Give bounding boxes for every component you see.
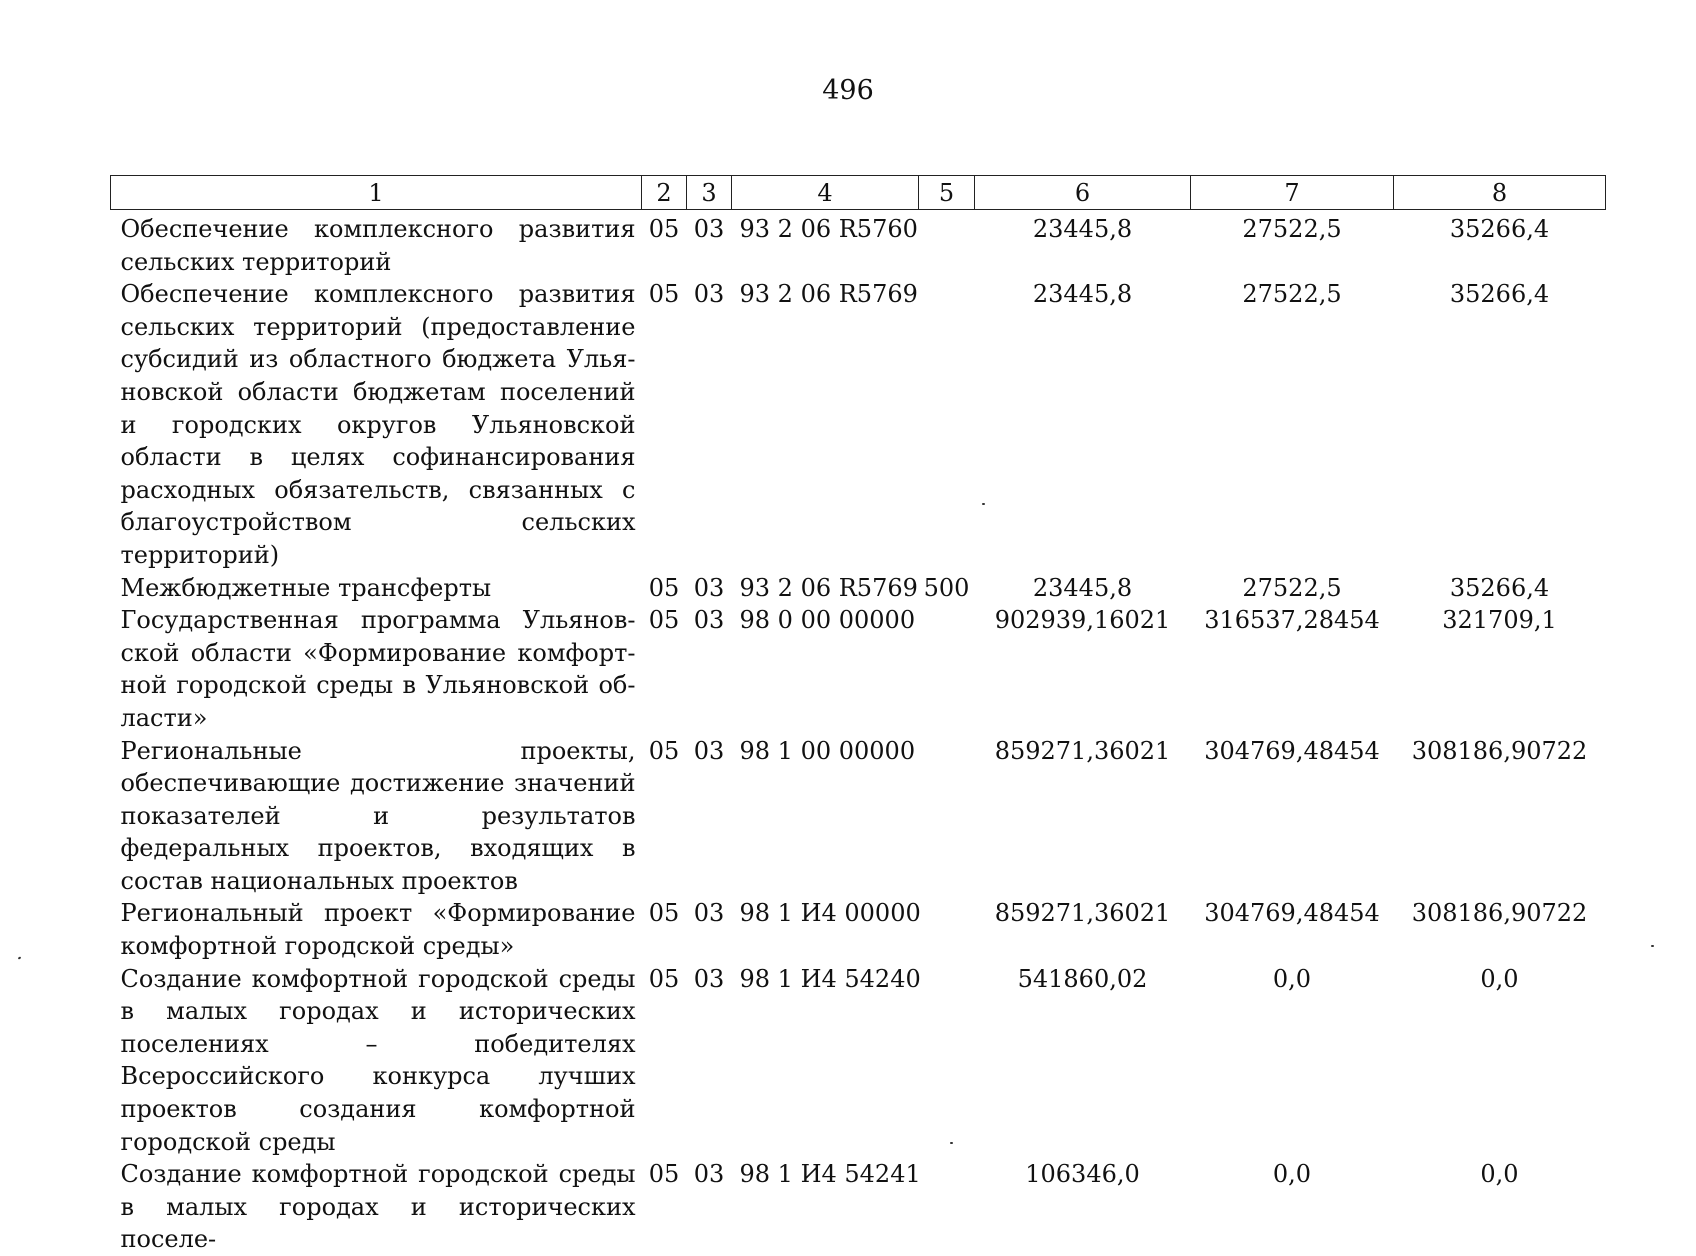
table-row (111, 572, 1606, 605)
row-subsection: 03 (687, 963, 732, 1159)
row-subsection: 03 (687, 897, 732, 962)
row-target-code: 98 1 00 00000 (732, 735, 919, 898)
row-value-7: 304769,48454 (1191, 897, 1394, 962)
row-section: 05 (642, 735, 687, 898)
row-value-8: 308186,90722 (1394, 897, 1606, 962)
row-target-code: 93 2 06 R5760 (732, 210, 919, 279)
row-subsection: 03 (687, 572, 732, 605)
row-value-7: 27522,5 (1191, 210, 1394, 279)
table-body (111, 210, 1606, 1256)
row-value-8: 35266,4 (1394, 210, 1606, 279)
row-value-6: 23445,8 (975, 572, 1191, 605)
row-expense-type: 500 (919, 572, 975, 605)
row-value-7: 27522,5 (1191, 278, 1394, 571)
scan-speck (18, 956, 22, 959)
row-target-code: 93 2 06 R5769 (732, 572, 919, 605)
row-section: 05 (642, 897, 687, 962)
header-col-4: 4 (732, 176, 919, 210)
row-target-code: 98 1 И4 00000 (732, 897, 919, 962)
row-section: 05 (642, 963, 687, 1159)
row-name: Обеспечение комплексного развития сельских территорий (111, 210, 642, 279)
row-name: Государственная программа Ульяновской области «Формирование комфортной городской среды в Ульяновской области» (111, 604, 642, 734)
row-value-7: 0,0 (1191, 1158, 1394, 1256)
row-name: Региональный проект «Формирование комфортной городской среды» (111, 897, 642, 962)
row-subsection: 03 (687, 735, 732, 898)
row-value-6: 902939,16021 (975, 604, 1191, 734)
row-value-8: 0,0 (1394, 963, 1606, 1159)
row-section: 05 (642, 604, 687, 734)
header-col-2: 2 (642, 176, 687, 210)
row-name: Обеспечение комплексного развития сельских территорий (предоставление субсидий из областного бюджета Ульяновской области бюджетам поселений и городских округов Ульяновской области в целях софинансирования расходных обязательств, связанных с благоустройством сельских территорий) (111, 278, 642, 571)
table-row (111, 210, 1606, 279)
row-name: Создание комфортной городской среды в малых городах и исторических поселе- (111, 1158, 642, 1256)
scan-speck (1651, 945, 1654, 947)
header-col-6: 6 (975, 176, 1191, 210)
row-expense-type (919, 897, 975, 962)
table-row (111, 1158, 1606, 1256)
row-name: Создание комфортной городской среды в малых городах и исторических поселениях – победителях Всероссийского конкурса лучших проектов создания комфортной городской среды (111, 963, 642, 1159)
row-expense-type (919, 278, 975, 571)
row-value-8: 35266,4 (1394, 572, 1606, 605)
scan-speck (982, 503, 985, 505)
row-value-8: 321709,1 (1394, 604, 1606, 734)
row-value-6: 23445,8 (975, 210, 1191, 279)
row-expense-type (919, 735, 975, 898)
row-subsection: 03 (687, 1158, 732, 1256)
row-target-code: 93 2 06 R5769 (732, 278, 919, 571)
row-target-code: 98 0 00 00000 (732, 604, 919, 734)
row-value-6: 859271,36021 (975, 897, 1191, 962)
row-section: 05 (642, 278, 687, 571)
row-subsection: 03 (687, 210, 732, 279)
row-value-6: 541860,02 (975, 963, 1191, 1159)
row-value-8: 0,0 (1394, 1158, 1606, 1256)
row-value-7: 304769,48454 (1191, 735, 1394, 898)
table-header (111, 176, 1606, 210)
row-subsection: 03 (687, 278, 732, 571)
table-row (111, 897, 1606, 962)
row-value-6: 23445,8 (975, 278, 1191, 571)
row-name: Межбюджетные трансферты (111, 572, 642, 605)
row-value-6: 859271,36021 (975, 735, 1191, 898)
row-value-7: 27522,5 (1191, 572, 1394, 605)
row-subsection: 03 (687, 604, 732, 734)
header-col-1: 1 (111, 176, 642, 210)
page-number: 496 (0, 74, 1696, 108)
row-expense-type (919, 210, 975, 279)
row-expense-type (919, 1158, 975, 1256)
budget-table (110, 175, 1606, 1256)
row-name: Региональные проекты, обеспечивающие достижение значений показателей и результатов федеральных проектов, входящих в состав национальных проектов (111, 735, 642, 898)
row-value-7: 316537,28454 (1191, 604, 1394, 734)
header-row (111, 176, 1606, 210)
table-row (111, 278, 1606, 571)
row-section: 05 (642, 1158, 687, 1256)
table-row (111, 604, 1606, 734)
header-col-3: 3 (687, 176, 732, 210)
header-col-5: 5 (919, 176, 975, 210)
row-value-7: 0,0 (1191, 963, 1394, 1159)
row-section: 05 (642, 572, 687, 605)
row-value-8: 35266,4 (1394, 278, 1606, 571)
row-value-8: 308186,90722 (1394, 735, 1606, 898)
row-expense-type (919, 604, 975, 734)
header-col-8: 8 (1394, 176, 1606, 210)
scan-speck (950, 1142, 953, 1144)
table-row (111, 735, 1606, 898)
row-section: 05 (642, 210, 687, 279)
table-row (111, 963, 1606, 1159)
row-value-6: 106346,0 (975, 1158, 1191, 1256)
row-target-code: 98 1 И4 54241 (732, 1158, 919, 1256)
header-col-7: 7 (1191, 176, 1394, 210)
row-target-code: 98 1 И4 54240 (732, 963, 919, 1159)
row-expense-type (919, 963, 975, 1159)
